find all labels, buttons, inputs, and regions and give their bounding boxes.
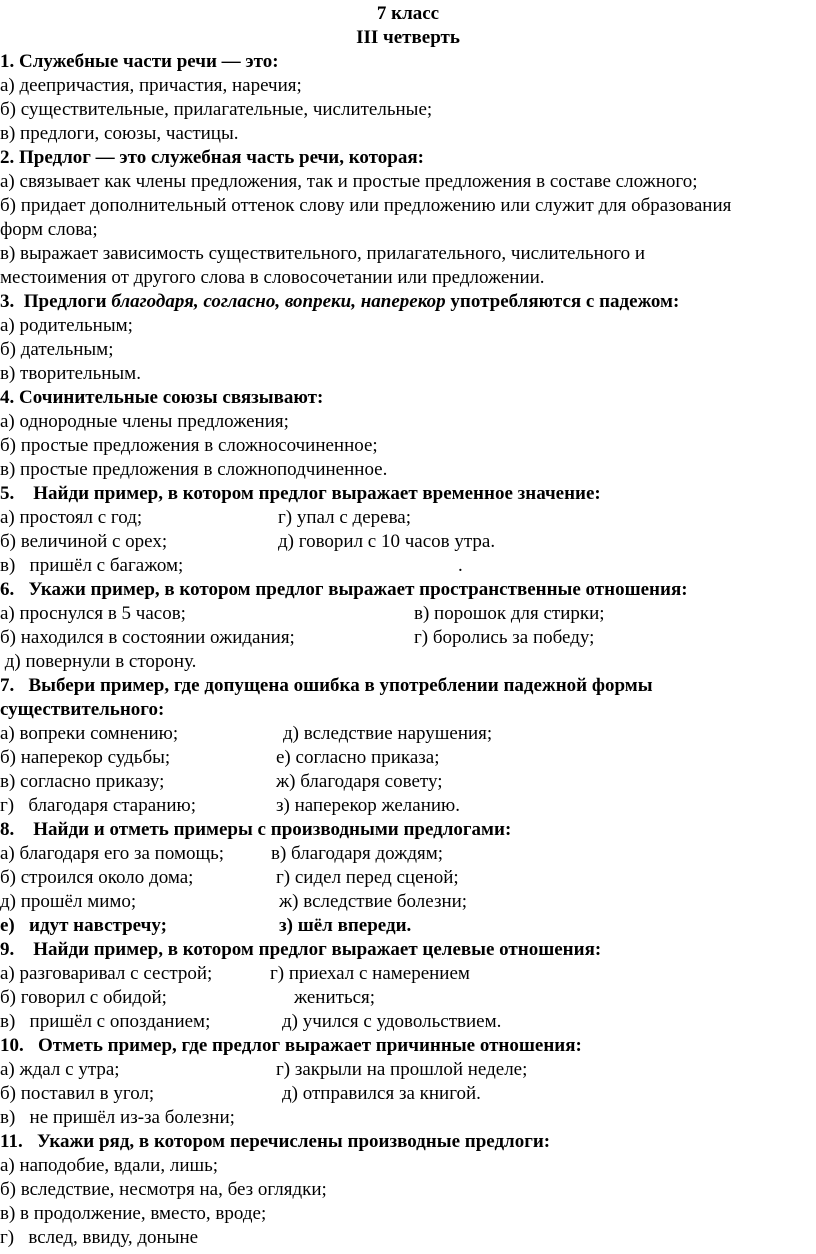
q7-option-c: в) согласно приказу;	[0, 771, 165, 792]
q11-option-a: а) наподобие, вдали, лишь;	[0, 1155, 219, 1176]
q10-option-d: д) отправился за книгой.	[282, 1083, 481, 1104]
q7-title-line2: существительного:	[0, 699, 165, 720]
q9-title: 9. Найди пример, в котором предлог выражает целевые отношения:	[0, 939, 602, 960]
q7-title-line1: 7. Выбери пример, где допущена ошибка в употреблении падежной формы	[0, 675, 653, 696]
q11-option-b: б) вследствие, несмотря на, без оглядки;	[0, 1179, 327, 1200]
q7-option-g: г) благодаря старанию;	[0, 795, 196, 816]
q1-option-c: в) предлоги, союзы, частицы.	[0, 123, 239, 144]
q8-title: 8. Найди и отметь примеры с производными предлогами:	[0, 819, 512, 840]
q10-option-g: г) закрыли на прошлой неделе;	[276, 1059, 528, 1080]
q2-title: 2. Предлог — это служебная часть речи, которая:	[0, 147, 424, 168]
q8-option-a: а) благодаря его за помощь;	[0, 843, 225, 864]
q6-title: 6. Укажи пример, в котором предлог выражает пространственные отношения:	[0, 579, 688, 600]
q3-title-prepositions: благодаря, согласно, вопреки, наперекор	[111, 291, 446, 312]
q6-option-g: г) боролись за победу;	[414, 627, 595, 648]
q2-option-c-line2: местоимения от другого слова в словосочетании или предложении.	[0, 267, 545, 288]
q3-title-start: 3. Предлоги	[0, 291, 112, 312]
q8-option-b: б) строился около дома;	[0, 867, 194, 888]
q9-option-b: б) говорил с обидой;	[0, 987, 167, 1008]
q11-title: 11. Укажи ряд, в котором перечислены производные предлоги:	[0, 1131, 551, 1152]
q9-option-g-line1: г) приехал с намерением	[270, 963, 470, 984]
q6-option-a: а) проснулся в 5 часов;	[0, 603, 186, 624]
q7-option-z: з) наперекор желанию.	[276, 795, 460, 816]
q8-option-g: г) сидел перед сценой;	[276, 867, 459, 888]
q9-option-a: а) разговаривал с сестрой;	[0, 963, 213, 984]
q3-option-b: б) дательным;	[0, 339, 114, 360]
q8-option-d: д) прошёл мимо;	[0, 891, 137, 912]
q1-title: 1. Служебные части речи — это:	[0, 51, 279, 72]
q4-option-b: б) простые предложения в сложносочиненное;	[0, 435, 378, 456]
q2-option-c-line1: в) выражает зависимость существительного, прилагательного, числительного и	[0, 243, 646, 264]
q1-option-a: а) деепричастия, причастия, наречия;	[0, 75, 302, 96]
q8-option-c: в) благодаря дождям;	[271, 843, 444, 864]
q9-option-d: д) учился с удовольствием.	[282, 1011, 502, 1032]
q2-option-b-line2: форм слова;	[0, 219, 98, 240]
q3-option-a: а) родительным;	[0, 315, 133, 336]
q3-option-c: в) творительным.	[0, 363, 141, 384]
q7-option-b: б) наперекор судьбы;	[0, 747, 171, 768]
q7-option-d: д) вследствие нарушения;	[283, 723, 493, 744]
q3-title-end: употребляются с падежом:	[445, 291, 680, 312]
q5-title: 5. Найди пример, в котором предлог выражает временное значение:	[0, 483, 601, 504]
q4-option-c: в) простые предложения в сложноподчиненное.	[0, 459, 388, 480]
q11-option-g: г) вслед, ввиду, доныне	[0, 1227, 199, 1248]
q6-option-b: б) находился в состоянии ожидания;	[0, 627, 295, 648]
q2-option-a: а) связывает как члены предложения, так и простые предложения в составе сложного;	[0, 171, 698, 192]
q10-option-c: в) не пришёл из-за болезни;	[0, 1107, 235, 1128]
q1-option-b: б) существительные, прилагательные, числительные;	[0, 99, 433, 120]
q5-option-a: а) простоял с год;	[0, 507, 143, 528]
q9-option-c: в) пришёл с опозданием;	[0, 1011, 211, 1032]
q5-option-c: в) пришёл с багажом;	[0, 555, 184, 576]
q5-stray-dot: .	[458, 555, 463, 576]
q2-option-b-line1: б) придает дополнительный оттенок слову или предложению или служит для образования	[0, 195, 732, 216]
q5-option-d: д) говорил с 10 часов утра.	[278, 531, 496, 552]
q6-option-c: в) порошок для стирки;	[414, 603, 605, 624]
q9-option-g-line2: жениться;	[294, 987, 376, 1008]
q6-option-d: д) повернули в сторону.	[0, 651, 197, 672]
q3-title	[0, 290, 679, 314]
q5-option-g: г) упал с дерева;	[278, 507, 412, 528]
q10-title: 10. Отметь пример, где предлог выражает причинные отношения:	[0, 1035, 582, 1056]
q4-option-a: а) однородные члены предложения;	[0, 411, 289, 432]
q7-option-e: е) согласно приказа;	[276, 747, 440, 768]
q11-option-c: в) в продолжение, вместо, вроде;	[0, 1203, 267, 1224]
q10-option-a: а) ждал с утра;	[0, 1059, 120, 1080]
q4-title: 4. Сочинительные союзы связывают:	[0, 387, 324, 408]
q8-option-e: е) идут навстречу;	[0, 915, 167, 936]
q8-option-z: з) шёл впереди.	[279, 915, 412, 936]
grade-heading: 7 класс	[376, 3, 440, 24]
q7-option-a: а) вопреки сомнению;	[0, 723, 179, 744]
q10-option-b: б) поставил в угол;	[0, 1083, 155, 1104]
q5-option-b: б) величиной с орех;	[0, 531, 168, 552]
q7-option-zh: ж) благодаря совету;	[276, 771, 443, 792]
q8-option-zh: ж) вследствие болезни;	[279, 891, 468, 912]
quarter-heading: III четверть	[356, 27, 460, 48]
